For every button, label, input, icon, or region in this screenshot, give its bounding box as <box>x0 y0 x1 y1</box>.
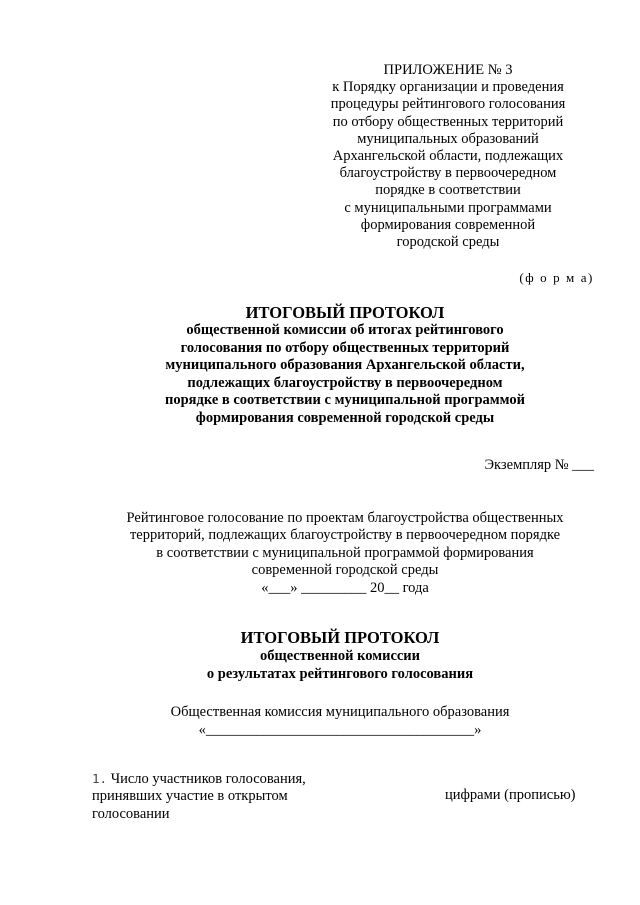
appendix-line: порядке в соответствии <box>375 182 521 199</box>
form-label: (ф о р м а) <box>519 270 594 285</box>
main-title-line: муниципального образования Архангельской области, <box>165 357 525 374</box>
vote-description <box>110 510 580 597</box>
appendix-line: Архангельской области, подлежащих <box>332 148 564 165</box>
appendix-line: городской среды <box>396 234 500 251</box>
main-title-line: порядке в соответствии с муниципальной программой <box>165 392 525 409</box>
appendix-header <box>318 62 578 251</box>
main-title-line: формирования современной городской среды <box>195 409 495 426</box>
main-title-line: подлежащих благоустройству в первоочередном <box>187 374 503 391</box>
vote-line: Рейтинговое голосование по проектам благоустройства общественных <box>126 510 564 526</box>
item-1-value-label: цифрами (прописью) <box>445 787 576 804</box>
vote-date: «___» _________ 20__ года <box>261 579 429 596</box>
vote-line: территорий, подлежащих благоустройству в первоочередном порядке <box>129 527 561 544</box>
appendix-line: по отбору общественных территорий <box>332 113 564 130</box>
item-1-line: голосовании <box>92 805 170 822</box>
main-title-line: голосования по отбору общественных территорий <box>180 339 510 356</box>
protocol-title-block <box>150 628 530 683</box>
vote-line: в соответствии с муниципальной программой формирования <box>156 544 534 561</box>
commission-name-field: «_____________________________________» <box>198 722 482 738</box>
protocol-title: ИТОГОВЫЙ ПРОТОКОЛ <box>240 628 440 647</box>
copy-number: Экземпляр № ___ <box>484 457 594 473</box>
appendix-line: ПРИЛОЖЕНИЕ № 3 <box>383 62 513 78</box>
appendix-line: формирования современной <box>360 216 536 233</box>
item-number: 1. <box>92 771 108 786</box>
appendix-line: муниципальных образований <box>357 130 539 147</box>
appendix-line: благоустройству в первоочередном <box>339 165 557 182</box>
item-1-line: 1. Число участников голосования, <box>92 771 306 787</box>
vote-line: современной городской среды <box>251 562 439 579</box>
commission-block <box>130 703 550 739</box>
appendix-line: к Порядку организации и проведения <box>332 79 564 96</box>
main-title-block <box>120 303 570 428</box>
item-1-line: принявших участие в открытом <box>92 788 288 805</box>
item-1 <box>92 770 592 823</box>
main-title: ИТОГОВЫЙ ПРОТОКОЛ <box>245 303 445 322</box>
main-title-line: общественной комиссии об итогах рейтингового <box>186 322 504 338</box>
protocol-subtitle: о результатах рейтингового голосования <box>206 666 474 682</box>
protocol-subtitle: общественной комиссии <box>259 648 421 664</box>
commission-label: Общественная комиссия муниципального образования <box>170 704 510 720</box>
appendix-line: процедуры рейтингового голосования <box>330 96 566 113</box>
appendix-line: с муниципальными программами <box>344 199 552 216</box>
